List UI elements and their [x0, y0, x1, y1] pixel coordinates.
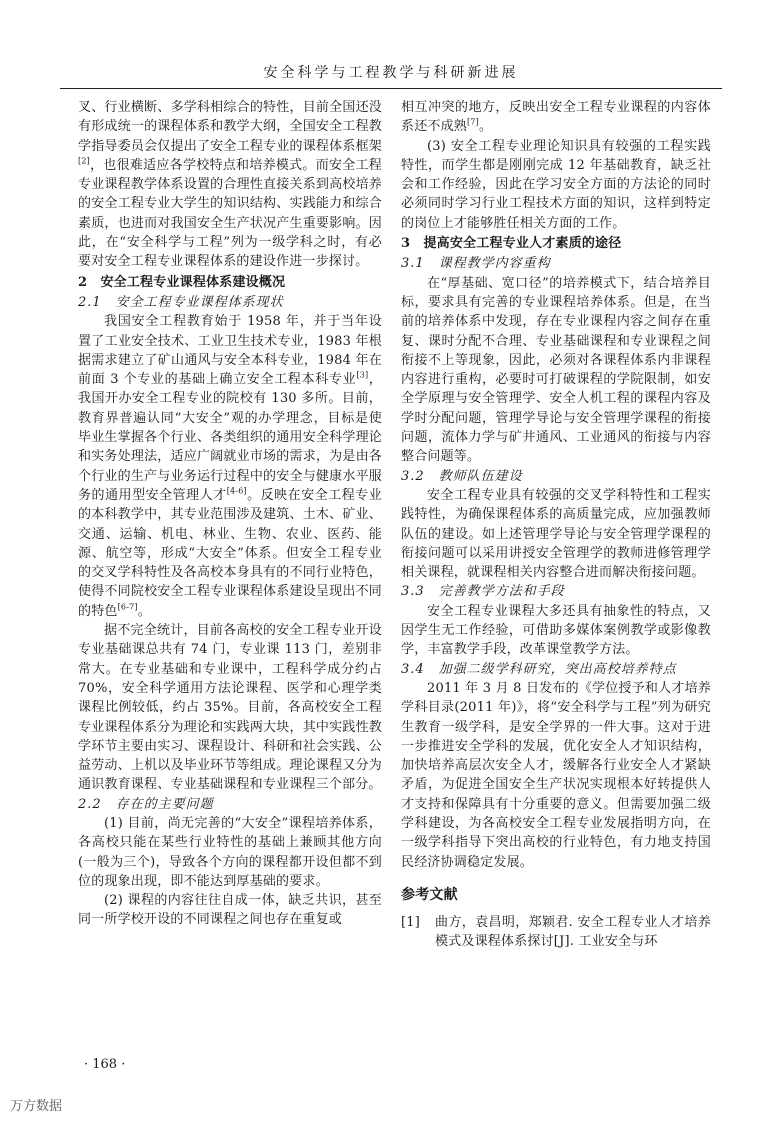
text: ，我国开办安全工程专业的院校有 130 多所。目前，教育界普遍认同“大安全”观的办学理念，目标是使毕业生掌握各个行业、各类组织的通用安全科学理论和实务处理法，适应广阔就业市场的需求，为是由各个行业的生产与业务运行过程中的安全与健康水平服务的通用型安全管理人才: [78, 372, 383, 503]
subsection-heading: 3.4 加强二级学科研究，突出高校培养特点: [401, 661, 677, 677]
text: 。反映在安全工程专业的本科教学中，其专业范围涉及建筑、土木、矿业、交通、运输、机电、林业、生物、农业、医药、能源、航空等，形成“大安全”体系。但安全工程专业的交叉学科特性及各高校本身具有的不同行业特色，使得不同院校安全工程专业课程体系建设呈现出不同的特色: [78, 487, 382, 619]
reference-number: [1]: [401, 915, 421, 931]
subsection-heading: 3.3 完善教学方法和手段: [401, 584, 565, 600]
paragraph: (3) 安全工程专业理论知识具有较强的工程实践特性，而学生都是刚刚完成 12 年基础教育，缺乏社会和工作经验，因此在学习安全方面的方法论的同时必须同时学习行业工程技术方面的知识，这样到特定的岗位上才能够胜任相关方面的工作。: [401, 138, 711, 231]
right-column: [401, 98, 711, 952]
text: 相互冲突的地方，反映出安全工程专业课程的内容体系还不成熟: [401, 100, 711, 135]
paragraph: 安全工程专业课程大多还具有抽象性的特点，又因学生无工作经验，可借助多媒体案例教学或影像教学，丰富教学手段，改革课堂教学方法。: [401, 603, 711, 658]
section-heading: 3 提高安全工程专业人才素质的途径: [401, 236, 622, 252]
paragraph: 据不完全统计，目前各高校的安全工程专业开设专业基础课总共有 74 门，专业课 113 门，差别非常大。在专业基础和专业课中，工程科学成分约占 70%，安全科学通用方法论课程、医学和心理学类课程比例较低，约占 35%。目前，各高校安全工程专业课程体系分为理论和实践两大块，其中实践性教学环节主要由实习、课程设计、科研和社会实践、公益劳动、上机以及毕业环节等组成。理论课程又分为通识教育课程、专业基础课程和专业课程三个部分。: [78, 623, 382, 793]
watermark: 万方数据: [10, 1099, 63, 1114]
text: 。: [137, 603, 151, 619]
text: ，也很难适应各学校特点和培养模式。而安全工程专业课程教学体系设置的合理性直接关系到高校培养的安全工程专业大学生的知识结构、实践能力和综合素质，也进而对我国安全生产状况产生重要影响。因此，在“安全科学与工程”列为一级学科之时，有必要对安全工程专业课程体系的建设作进一步探讨。: [78, 157, 382, 270]
references-heading: 参考文献: [401, 886, 458, 903]
left-column: [78, 98, 382, 930]
paragraph: [401, 98, 711, 137]
subsection-heading: 3.2 教师队伍建设: [401, 468, 523, 484]
subsection-heading: 3.1 课程教学内容重构: [401, 256, 551, 272]
subsection-heading: 2.1 安全工程专业课程体系现状: [78, 294, 284, 310]
paragraph: [78, 98, 382, 272]
paragraph: (1) 目前，尚无完善的“大安全”课程培养体系，各高校只能在某些行业特性的基础上兼顾其他方向(一般为三个)，导致各个方向的课程都开设但都不到位的现象出现，即不能达到厚基础的要求。: [78, 815, 382, 889]
text: 。: [478, 119, 493, 135]
text: 叉、行业横断、多学科相综合的特性，目前全国还没有形成统一的课程体系和教学大纲，全国安全工程教学指导委员会仅提出了安全工程专业的课程体系框架: [78, 100, 382, 154]
reference-text: 曲方，袁昌明，郑颖君. 安全工程专业人才培养模式及课程体系探讨[J]. 工业安全与环: [435, 915, 711, 950]
paragraph: [78, 312, 382, 621]
citation: [6-7]: [117, 602, 138, 612]
citation: [4-6]: [226, 486, 247, 496]
citation: [7]: [467, 117, 479, 127]
paragraph: 在“厚基础、宽口径”的培养模式下，结合培养目标，要求具有完善的专业课程培养体系。但是，在当前的培养体系中发现，存在专业课程内容之间存在重复、课时分配不合理、专业基础课程和专业课程之间衔接不上等现象，因此，必须对各课程体系内非课程内容进行重构，必要时可打破课程的学院限制，如安全学原理与安全管理学、安全人机工程的课程内容及学时分配问题，管理学导论与安全管理学课程的衔接问题，流体力学与矿井通风、工业通风的衔接与内容整合问题等。: [401, 275, 711, 465]
section-heading: 2 安全工程专业课程体系建设概况: [78, 274, 286, 290]
header-rule: [60, 88, 722, 89]
paragraph: 2011 年 3 月 8 日发布的《学位授予和人才培养学科目录(2011 年)》，将“安全科学与工程”列为研究生教育一级学科，是安全学界的一件大事。这对于进一步推进安全学科的发展，优化安全人才知识结构，加快培养高层次安全人才，缓解各行业安全人才紧缺矛盾，为促进全国安全生产状况实现根本好转提供人才支持和保障具有十分重要的意义。但需要加强二级学科建设，为各高校安全工程专业发展指明方向，在一级学科指导下突出高校的行业特色，有力地支持国民经济协调稳定发展。: [401, 680, 711, 870]
subsection-heading: 2.2 存在的主要问题: [78, 796, 214, 812]
paragraph: 安全工程专业具有较强的交叉学科特性和工程实践特性，为确保课程体系的高质量完成，应加强教师队伍的建设。如上述管理学导论与安全管理学课程的衔接问题可以采用讲授安全管理学的教师进修管理学相关课程，就课程相关内容整合进而解决衔接问题。: [401, 487, 711, 581]
citation: [3]: [356, 370, 369, 380]
text: 我国安全工程教育始于 1958 年，并于当年设置了工业安全技术、工业卫生技术专业，1983 年根据需求建立了矿山通风与安全本科专业，1984 年在前面 3 个专业的基础上确立安全工程本科专业: [78, 314, 382, 388]
page-number: · 168 ·: [84, 1057, 126, 1072]
paragraph: (2) 课程的内容往往自成一体，缺乏共识，甚至同一所学校开设的不同课程之间也存在重复或: [78, 893, 382, 928]
reference-item: [401, 913, 711, 952]
running-header: 安全科学与工程教学与科研新进展: [263, 65, 519, 81]
citation: [2]: [78, 156, 90, 166]
